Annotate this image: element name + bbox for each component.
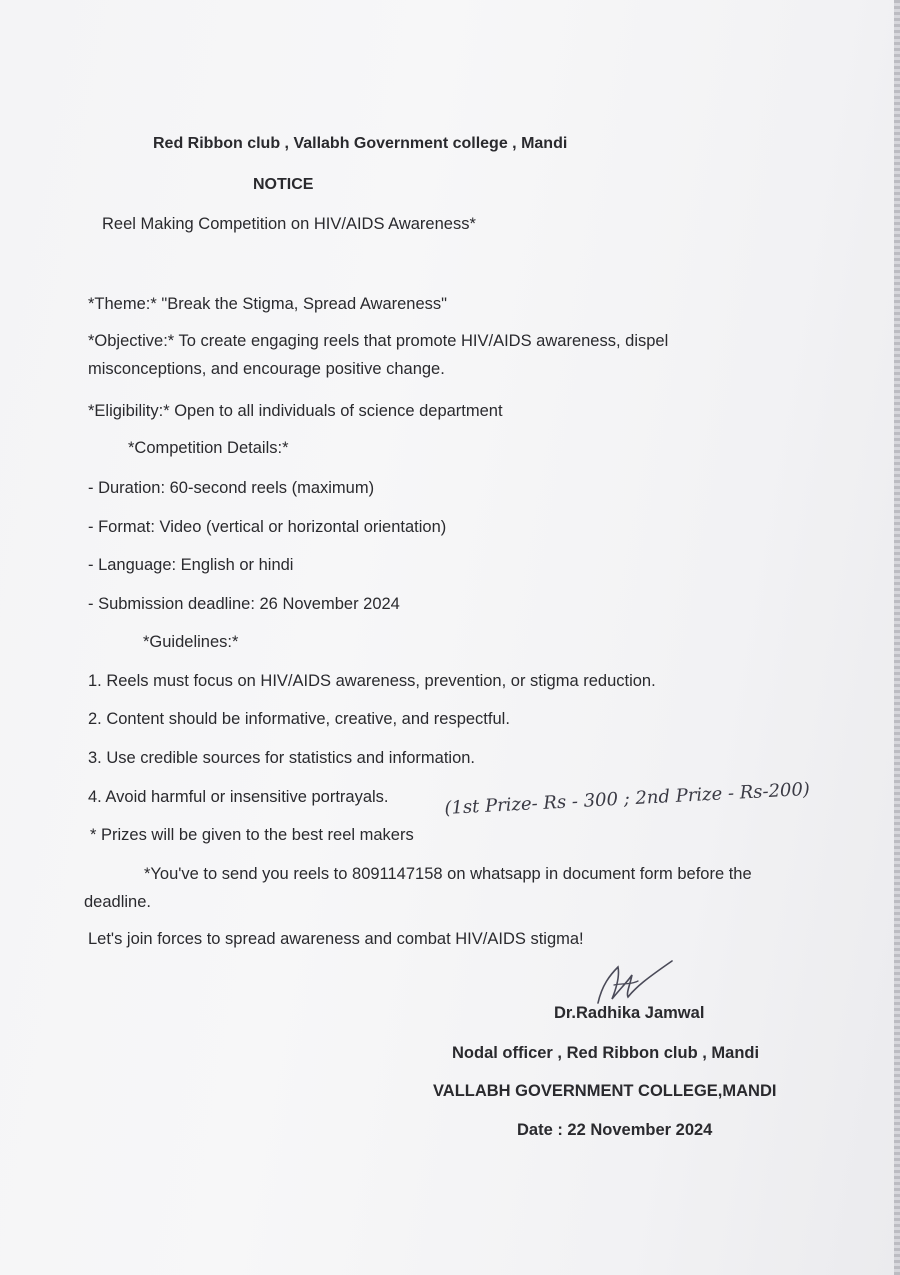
signatory-designation: Nodal officer , Red Ribbon club , Mandi xyxy=(452,1044,760,1062)
notice-subtitle: Reel Making Competition on HIV/AIDS Awareness* xyxy=(102,215,476,233)
guideline-item: 1. Reels must focus on HIV/AIDS awareness, prevention, or stigma reduction. xyxy=(88,672,656,690)
binder-edge xyxy=(894,0,900,1275)
theme-line: *Theme:* "Break the Stigma, Spread Awareness" xyxy=(88,295,448,313)
signature-scribble xyxy=(580,955,690,1010)
guidelines-heading: *Guidelines:* xyxy=(143,633,239,651)
signatory-name: Dr.Radhika Jamwal xyxy=(554,1004,705,1022)
details-heading: *Competition Details:* xyxy=(128,439,289,457)
guideline-item: 3. Use credible sources for statistics and information. xyxy=(88,749,476,767)
submission-text: *You've to send you reels to 8091147158 on whatsapp in document form before the deadline. xyxy=(84,865,752,911)
notice-title: NOTICE xyxy=(253,176,314,193)
org-line: Red Ribbon club , Vallabh Government college , Mandi xyxy=(153,135,568,152)
detail-item: - Submission deadline: 26 November 2024 xyxy=(88,595,400,613)
detail-item: - Format: Video (vertical or horizontal orientation) xyxy=(88,518,447,536)
handwritten-prize-note: (1st Prize- Rs - 300 ; 2nd Prize - Rs-200) xyxy=(443,778,811,819)
detail-item: - Language: English or hindi xyxy=(88,556,294,574)
eligibility-line: *Eligibility:* Open to all individuals of science department xyxy=(88,402,503,420)
prizes-line: * Prizes will be given to the best reel makers xyxy=(90,826,414,844)
objective-text: *Objective:* To create engaging reels that promote HIV/AIDS awareness, dispel misconceptions, and encourage positive change. xyxy=(88,332,669,378)
guideline-item: 4. Avoid harmful or insensitive portrayals. xyxy=(88,788,389,806)
college-name: VALLABH GOVERNMENT COLLEGE,MANDI xyxy=(433,1082,777,1100)
closing-line: Let's join forces to spread awareness and combat HIV/AIDS stigma! xyxy=(88,930,584,948)
notice-date: Date : 22 November 2024 xyxy=(517,1121,713,1139)
guideline-item: 2. Content should be informative, creative, and respectful. xyxy=(88,710,510,728)
detail-item: - Duration: 60-second reels (maximum) xyxy=(88,479,375,497)
